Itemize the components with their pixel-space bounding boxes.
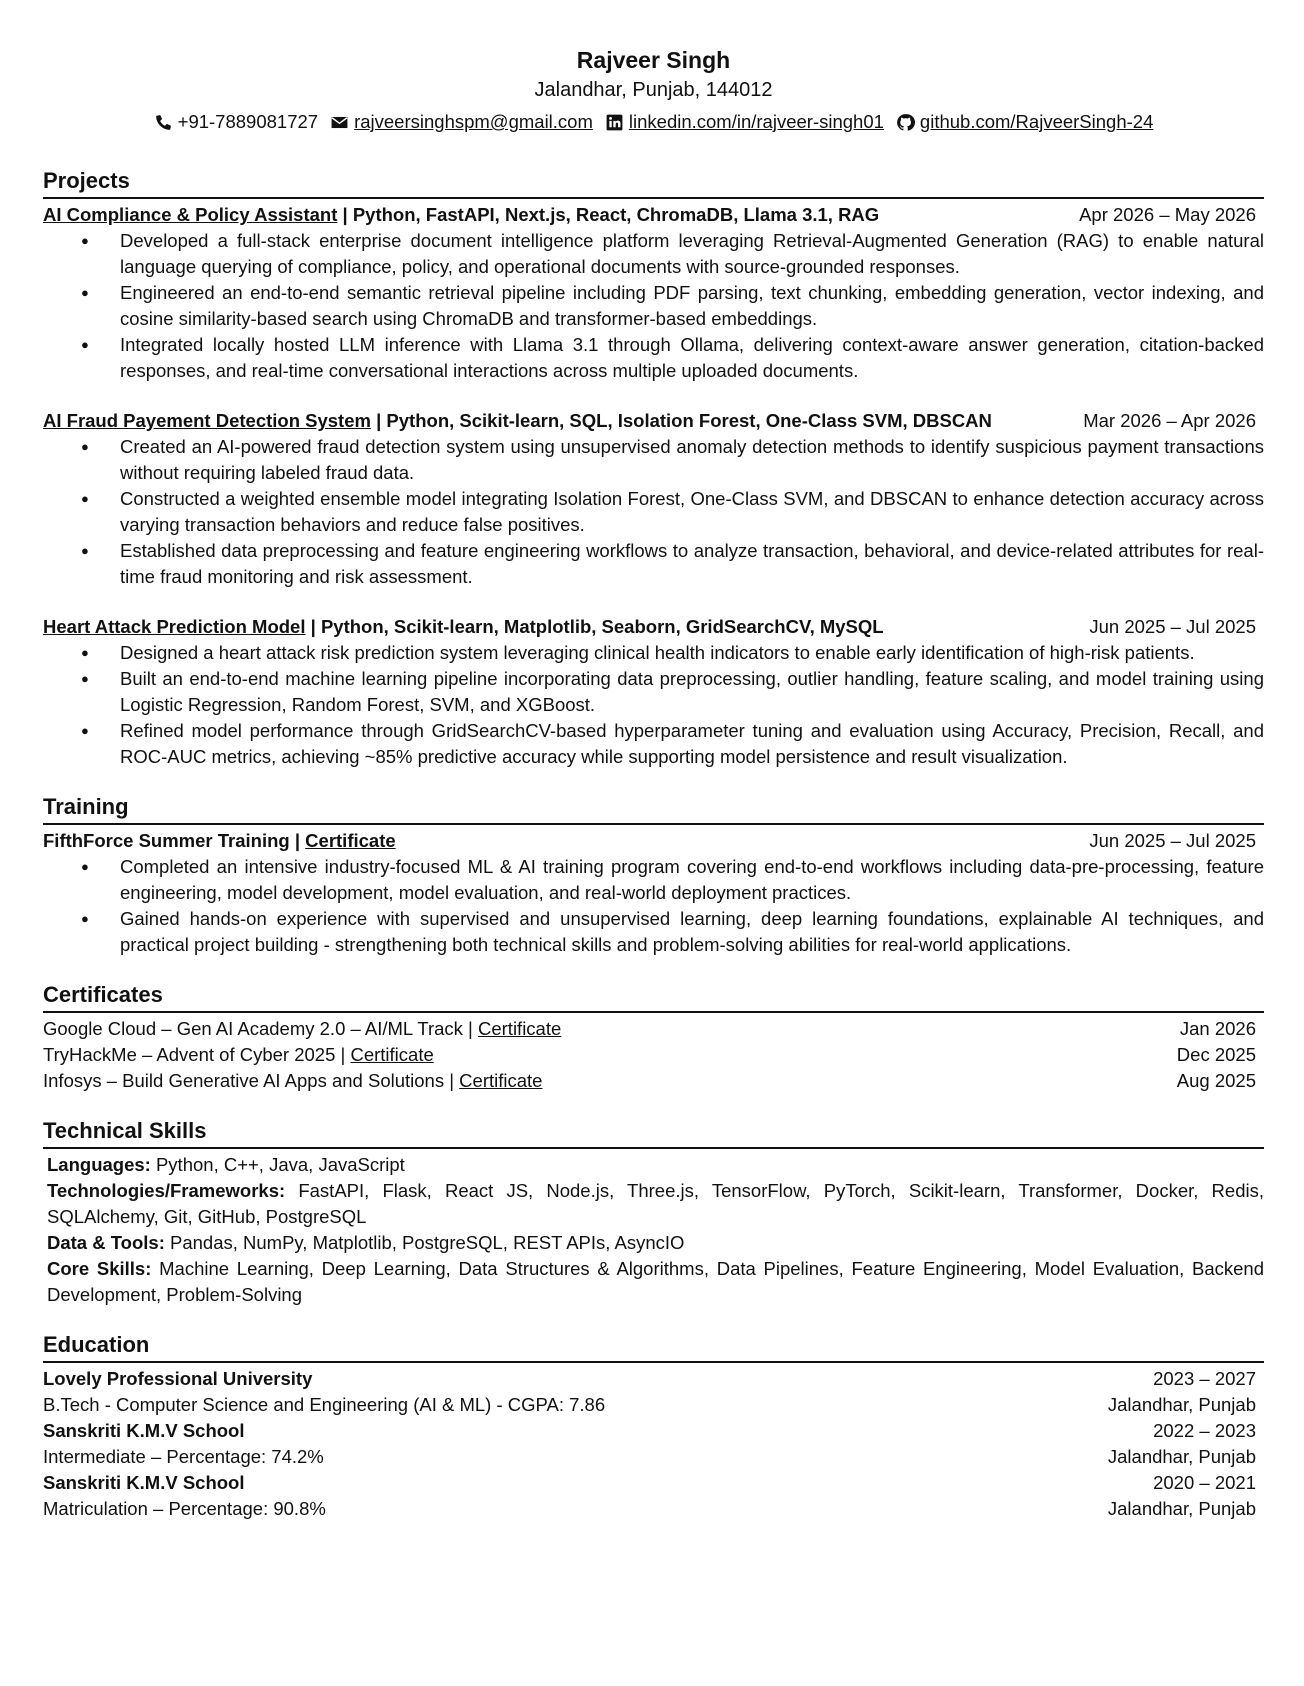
bullet-item: ● Developed a full-stack enterprise document intelligence platform leveraging Retrieval-Augmented Generation (RAG) to enable natural language querying of compliance, policy, and operational documents with source-grounded responses. (43, 228, 1264, 280)
projects-section (43, 166, 1264, 770)
certificate-text: TryHackMe – Advent of Cyber 2025 | (43, 1044, 351, 1065)
skill-label: Data & Tools: (47, 1232, 165, 1253)
education-section (43, 1330, 1264, 1522)
training-heading: Training (43, 792, 1264, 825)
certificate-link[interactable]: Certificate (478, 1018, 562, 1039)
school-name: Sanskriti K.M.V School (43, 1472, 245, 1493)
certificate-text: Infosys – Build Generative AI Apps and Solutions | (43, 1070, 460, 1091)
bullet-item: ● Constructed a weighted ensemble model integrating Isolation Forest, One-Class SVM, and DBSCAN to enhance detection accuracy across varying transaction behaviors and reduce false positives. (43, 486, 1264, 538)
certificate-date: Dec 2025 (1176, 1044, 1256, 1065)
training-date: Jun 2025 – Jul 2025 (1089, 830, 1256, 851)
degree-detail: B.Tech - Computer Science and Engineering (AI & ML) - CGPA: 7.86 (43, 1394, 606, 1415)
certificate-row (43, 1016, 1264, 1042)
certificate-link[interactable]: Certificate (459, 1070, 543, 1091)
certificate-date: Jan 2026 (1179, 1018, 1256, 1039)
school-name: Lovely Professional University (43, 1368, 313, 1389)
github-link[interactable]: github.com/RajveerSingh-24 (919, 111, 1154, 132)
skill-value: Python, C++, Java, JavaScript (150, 1154, 405, 1175)
degree-detail: Intermediate – Percentage: 74.2% (43, 1446, 324, 1467)
skills-heading: Technical Skills (43, 1116, 1264, 1149)
school-location: Jalandhar, Punjab (1107, 1498, 1256, 1519)
degree-detail: Matriculation – Percentage: 90.8% (43, 1498, 326, 1519)
education-heading: Education (43, 1330, 1264, 1363)
linkedin-link[interactable]: linkedin.com/in/rajveer-singh01 (628, 111, 884, 132)
email-contact (330, 108, 593, 136)
project-stack: | Python, Scikit-learn, SQL, Isolation Forest, One-Class SVM, DBSCAN (370, 410, 992, 431)
bullet-item: ● Completed an intensive industry-focused ML & AI training program covering end-to-end workflows including data-pre-processing, feature engineering, model development, model evaluation, and real-world deployment practices. (43, 854, 1264, 906)
envelope-icon (330, 113, 349, 132)
bullet-item: ● Gained hands-on experience with supervised and unsupervised learning, deep learning foundations, explainable AI techniques, and practical project building - strengthening both technical skills and problem-solving abilities for real-world applications. (43, 906, 1264, 958)
certificate-link[interactable]: Certificate (350, 1044, 434, 1065)
bullet-item: ● Integrated locally hosted LLM inference with Llama 3.1 through Ollama, delivering context-aware answer generation, citation-backed responses, and real-time conversational interactions across multiple uploaded documents. (43, 332, 1264, 384)
school-years: 2023 – 2027 (1153, 1368, 1256, 1389)
school-location: Jalandhar, Punjab (1107, 1446, 1256, 1467)
contact-row (43, 108, 1264, 136)
bullet-item: ● Created an AI-powered fraud detection system using unsupervised anomaly detection methods to identify suspicious payment transactions without requiring labeled fraud data. (43, 434, 1264, 486)
training-name: FifthForce Summer Training (43, 830, 290, 851)
skill-value: Pandas, NumPy, Matplotlib, PostgreSQL, REST APIs, AsyncIO (164, 1232, 685, 1253)
candidate-address: Jalandhar, Punjab, 144012 (534, 79, 773, 101)
project-entry (43, 614, 1264, 770)
skill-value: Machine Learning, Deep Learning, Data Structures & Algorithms, Data Pipelines, Feature Engineering, Model Evaluation, Backend Development, Problem-Solving (47, 1258, 1264, 1305)
bullet-item: ● Established data preprocessing and feature engineering workflows to analyze transaction, behavioral, and device-related attributes for real-time fraud monitoring and risk assessment. (43, 538, 1264, 590)
school-years: 2020 – 2021 (1153, 1472, 1256, 1493)
certificate-row (43, 1068, 1264, 1094)
github-icon (896, 113, 915, 132)
certificates-section (43, 980, 1264, 1094)
skills-section (43, 1116, 1264, 1308)
phone-icon (154, 113, 173, 132)
projects-heading: Projects (43, 166, 1264, 199)
project-stack: | Python, FastAPI, Next.js, React, ChromaDB, Llama 3.1, RAG (337, 204, 880, 225)
school-name: Sanskriti K.M.V School (43, 1420, 245, 1441)
skill-label: Core Skills: (47, 1258, 152, 1279)
project-date: Jun 2025 – Jul 2025 (1089, 616, 1256, 637)
training-bullets (43, 854, 1264, 958)
project-bullets (43, 640, 1264, 770)
school-location: Jalandhar, Punjab (1107, 1394, 1256, 1415)
project-date: Apr 2026 – May 2026 (1079, 204, 1256, 225)
bullet-item: ● Refined model performance through GridSearchCV-based hyperparameter tuning and evaluation using Accuracy, Precision, Recall, and ROC-AUC metrics, achieving ~85% predictive accuracy while supporting model persistence and result visualization. (43, 718, 1264, 770)
skill-label: Languages: (47, 1154, 151, 1175)
training-section (43, 792, 1264, 958)
project-bullets (43, 434, 1264, 590)
skill-line (47, 1178, 1264, 1230)
bullet-item: ● Designed a heart attack risk prediction system leveraging clinical health indicators to enable early identification of high-risk patients. (43, 640, 1264, 666)
skill-line (47, 1152, 1264, 1178)
certificate-date: Aug 2025 (1176, 1070, 1256, 1091)
bullet-item: ● Built an end-to-end machine learning pipeline incorporating data preprocessing, outlier handling, feature scaling, and model training using Logistic Regression, Random Forest, SVM, and XGBoost. (43, 666, 1264, 718)
linkedin-contact (605, 108, 884, 136)
candidate-name: Rajveer Singh (576, 47, 731, 73)
resume-header (43, 44, 1264, 136)
project-stack: | Python, Scikit-learn, Matplotlib, Seaborn, GridSearchCV, MySQL (305, 616, 884, 637)
email-link[interactable]: rajveersinghspm@gmail.com (354, 111, 593, 132)
project-date: Mar 2026 – Apr 2026 (1083, 410, 1256, 431)
project-title-link[interactable]: AI Compliance & Policy Assistant (43, 204, 338, 225)
training-certificate-link[interactable]: Certificate (305, 830, 396, 851)
github-contact (896, 108, 1153, 136)
certificates-heading: Certificates (43, 980, 1264, 1013)
skill-label: Technologies/Frameworks: (47, 1180, 286, 1201)
bullet-item: ● Engineered an end-to-end semantic retrieval pipeline including PDF parsing, text chunking, embedding generation, vector indexing, and cosine similarity-based search using ChromaDB and transformer-based embeddings. (43, 280, 1264, 332)
skill-line (47, 1230, 1264, 1256)
certificate-row (43, 1042, 1264, 1068)
skills-list (43, 1152, 1264, 1308)
skill-value: FastAPI, Flask, React JS, Node.js, Three.js, TensorFlow, PyTorch, Scikit-learn, Transformer, Docker, Redis, SQLAlchemy, Git, GitHub, PostgreSQL (47, 1180, 1264, 1227)
training-separator: | (289, 830, 306, 851)
phone-contact (154, 108, 318, 136)
certificate-text: Google Cloud – Gen AI Academy 2.0 – AI/ML Track | (43, 1018, 478, 1039)
project-title-link[interactable]: Heart Attack Prediction Model (43, 616, 306, 637)
project-entry (43, 408, 1264, 590)
linkedin-icon (605, 113, 624, 132)
project-title-link[interactable]: AI Fraud Payement Detection System (43, 410, 371, 431)
school-years: 2022 – 2023 (1153, 1420, 1256, 1441)
skill-line (47, 1256, 1264, 1308)
project-bullets (43, 228, 1264, 384)
project-entry (43, 202, 1264, 384)
phone-number: +91-7889081727 (177, 111, 319, 132)
